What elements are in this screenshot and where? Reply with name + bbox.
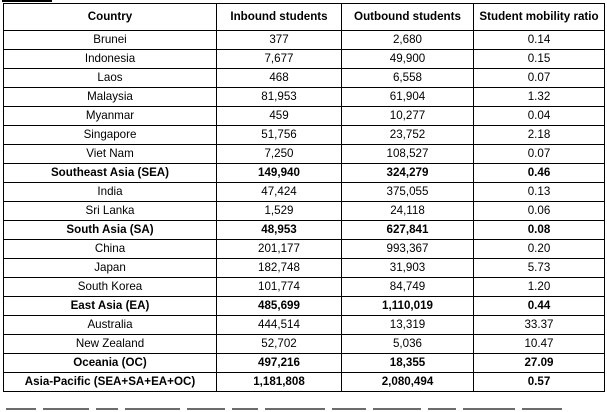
cell-inbound: 459 [217, 107, 342, 126]
cell-country: Australia [4, 316, 217, 335]
cell-mobility-ratio: 10.47 [474, 335, 605, 354]
cell-country: Malaysia [4, 88, 217, 107]
cell-country: Sri Lanka [4, 202, 217, 221]
cell-inbound: 1,181,808 [217, 373, 342, 392]
table-row [4, 69, 605, 88]
cell-inbound: 444,514 [217, 316, 342, 335]
table-row [4, 202, 605, 221]
header-country: Country [4, 4, 217, 31]
cell-inbound: 48,953 [217, 221, 342, 240]
cell-inbound: 81,953 [217, 88, 342, 107]
cell-country: China [4, 240, 217, 259]
cell-country: Japan [4, 259, 217, 278]
table-row-region-total [4, 354, 605, 373]
cell-outbound: 10,277 [342, 107, 474, 126]
cell-inbound: 7,677 [217, 50, 342, 69]
cell-mobility-ratio: 1.20 [474, 278, 605, 297]
cell-inbound: 468 [217, 69, 342, 88]
cell-mobility-ratio: 0.46 [474, 164, 605, 183]
cell-inbound: 47,424 [217, 183, 342, 202]
cell-country: Southeast Asia (SEA) [4, 164, 217, 183]
cell-mobility-ratio: 0.20 [474, 240, 605, 259]
cell-mobility-ratio: 0.07 [474, 145, 605, 164]
table-row [4, 31, 605, 50]
table-row [4, 50, 605, 69]
cell-outbound: 627,841 [342, 221, 474, 240]
cell-inbound: 201,177 [217, 240, 342, 259]
cell-country: Myanmar [4, 107, 217, 126]
cell-country: Singapore [4, 126, 217, 145]
cell-inbound: 1,529 [217, 202, 342, 221]
cell-inbound: 51,756 [217, 126, 342, 145]
cell-outbound: 108,527 [342, 145, 474, 164]
table-row-region-total [4, 164, 605, 183]
cell-outbound: 324,279 [342, 164, 474, 183]
cell-mobility-ratio: 0.04 [474, 107, 605, 126]
cell-inbound: 7,250 [217, 145, 342, 164]
student-mobility-table [3, 3, 605, 392]
cell-country: Laos [4, 69, 217, 88]
cell-country: Viet Nam [4, 145, 217, 164]
table-row [4, 335, 605, 354]
cell-inbound: 497,216 [217, 354, 342, 373]
cell-inbound: 182,748 [217, 259, 342, 278]
cell-country: South Korea [4, 278, 217, 297]
cell-outbound: 84,749 [342, 278, 474, 297]
table-row [4, 183, 605, 202]
table-row [4, 316, 605, 335]
header-mobility-ratio: Student mobility ratio [474, 4, 605, 31]
cell-country: Brunei [4, 31, 217, 50]
cell-mobility-ratio: 2.18 [474, 126, 605, 145]
table-row [4, 107, 605, 126]
cell-outbound: 13,319 [342, 316, 474, 335]
cell-outbound: 5,036 [342, 335, 474, 354]
cell-inbound: 149,940 [217, 164, 342, 183]
cell-outbound: 31,903 [342, 259, 474, 278]
table-body [4, 31, 605, 392]
cell-mobility-ratio: 1.32 [474, 88, 605, 107]
cell-outbound: 1,110,019 [342, 297, 474, 316]
cell-mobility-ratio: 0.06 [474, 202, 605, 221]
cell-inbound: 485,699 [217, 297, 342, 316]
table-row [4, 278, 605, 297]
cell-country: Asia-Pacific (SEA+SA+EA+OC) [4, 373, 217, 392]
table-row [4, 145, 605, 164]
cell-mobility-ratio: 0.13 [474, 183, 605, 202]
cell-outbound: 2,680 [342, 31, 474, 50]
cell-mobility-ratio: 0.14 [474, 31, 605, 50]
cell-outbound: 18,355 [342, 354, 474, 373]
header-inbound: Inbound students [217, 4, 342, 31]
table-row-region-total [4, 297, 605, 316]
cell-inbound: 377 [217, 31, 342, 50]
cell-country: South Asia (SA) [4, 221, 217, 240]
cell-inbound: 52,702 [217, 335, 342, 354]
cell-outbound: 993,367 [342, 240, 474, 259]
cell-country: India [4, 183, 217, 202]
cell-outbound: 24,118 [342, 202, 474, 221]
header-outbound: Outbound students [342, 4, 474, 31]
cell-mobility-ratio: 27.09 [474, 354, 605, 373]
header-row [4, 4, 605, 31]
cell-country: New Zealand [4, 335, 217, 354]
cell-outbound: 375,055 [342, 183, 474, 202]
table-row [4, 126, 605, 145]
cell-country: Oceania (OC) [4, 354, 217, 373]
cropped-caption-line [6, 408, 602, 412]
table-row [4, 240, 605, 259]
table-row-region-total [4, 221, 605, 240]
cell-mobility-ratio: 0.08 [474, 221, 605, 240]
table-row [4, 88, 605, 107]
cell-mobility-ratio: 0.44 [474, 297, 605, 316]
cell-outbound: 61,904 [342, 88, 474, 107]
cell-outbound: 49,900 [342, 50, 474, 69]
cell-outbound: 6,558 [342, 69, 474, 88]
cell-mobility-ratio: 0.15 [474, 50, 605, 69]
cell-mobility-ratio: 5.73 [474, 259, 605, 278]
top-rule [2, 0, 52, 2]
table-row-region-total [4, 373, 605, 392]
cell-mobility-ratio: 0.57 [474, 373, 605, 392]
cell-mobility-ratio: 33.37 [474, 316, 605, 335]
cell-country: Indonesia [4, 50, 217, 69]
cell-mobility-ratio: 0.07 [474, 69, 605, 88]
table-row [4, 259, 605, 278]
cell-inbound: 101,774 [217, 278, 342, 297]
cell-outbound: 2,080,494 [342, 373, 474, 392]
cell-country: East Asia (EA) [4, 297, 217, 316]
cell-outbound: 23,752 [342, 126, 474, 145]
